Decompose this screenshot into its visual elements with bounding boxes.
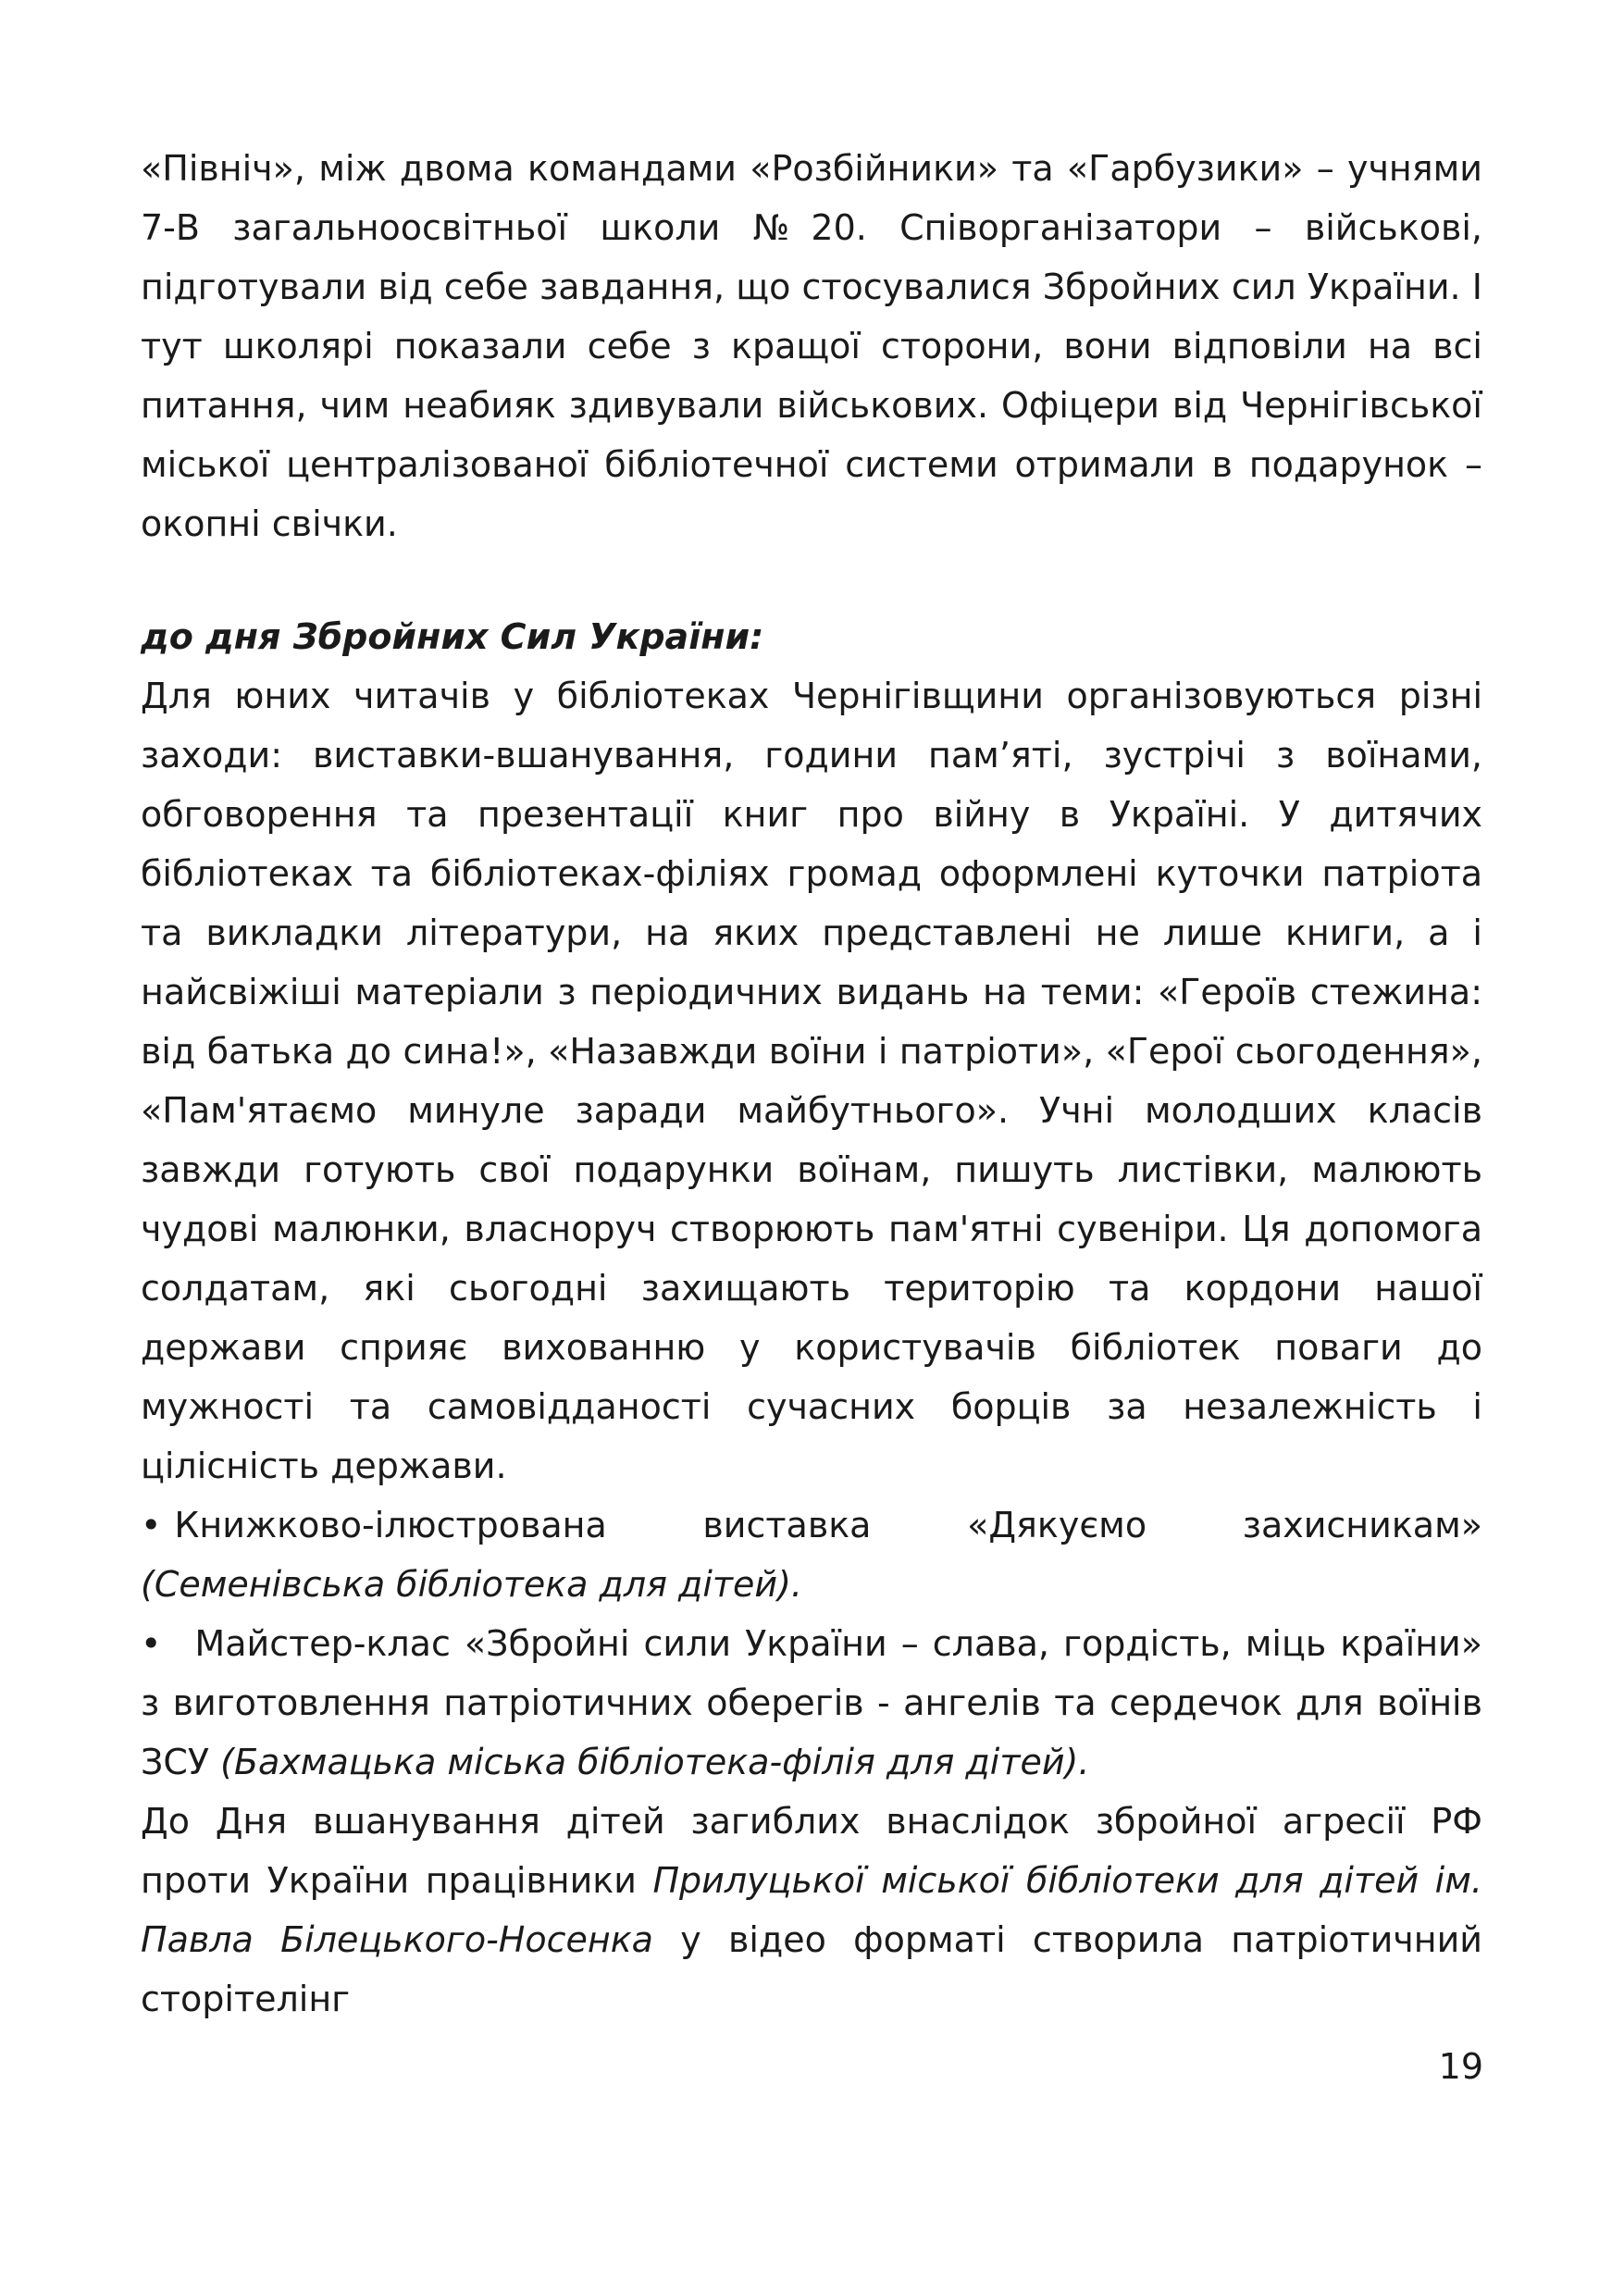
paragraph-storytelling	[141, 1792, 1482, 2029]
document-page	[141, 139, 1482, 2029]
bullet-icon: •	[141, 1623, 162, 1664]
bullet-icon: •	[141, 1505, 162, 1545]
bullet-item-exhibition	[141, 1496, 1482, 1614]
paragraph-text-start: До Дня вшанування дітей загиблих внаслідок збройної агресії РФ проти України працівники	[141, 1801, 1482, 1901]
bullet-source: (Семенівська бібліотека для дітей).	[141, 1564, 802, 1605]
bullet-text: Книжково-ілюстрована виставка «Дякуємо захисникам»	[174, 1505, 1482, 1545]
paragraph-text-end: у відео форматі створила патріотичний сторітелінг	[141, 1919, 1482, 2019]
paragraph-activities: Для юних читачів у бібліотеках Чернігівщини організовуються різні заходи: виставки-вшанування, години пам’яті, зустрічі з воїнами, обговорення та презентації книг про війну в Україні. У дитячих бібліотеках та бібліотеках-філіях громад оформлені куточки патріота та викладки літератури, на яких представлені не лише книги, а і найсвіжіші матеріали з періодичних видань на теми: «Героїв стежина: від батька до сина!», «Назавжди воїни і патріоти», «Герої сьогодення», «Пам'ятаємо минуле заради майбутнього». Учні молодших класів завжди готують свої подарунки воїнам, пишуть листівки, малюють чудові малюнки, власноруч створюють пам'ятні сувеніри. Ця допомога солдатам, які сьогодні захищають територію та кордони нашої держави сприяє вихованню у користувачів бібліотек поваги до мужності та самовідданості сучасних борців за незалежність і цілісність держави.	[141, 676, 1482, 1486]
bullet-item-masterclass	[141, 1614, 1482, 1792]
bullet-source: (Бахмацька міська бібліотека-філія для дітей).	[220, 1742, 1090, 1782]
bullet-text: Майстер-клас «Збройні сили України – слава, гордість, міць країни» з виготовлення патріотичних оберегів - ангелів та сердечок для воїнів ЗСУ	[141, 1623, 1482, 1782]
section-heading: до дня Збройних Сил України:	[141, 616, 764, 657]
library-name: Прилуцької міської бібліотеки для дітей ім. Павла Білецького-Носенка	[141, 1860, 1482, 1960]
paragraph-intro: «Північ», між двома командами «Розбійники» та «Гарбузики» – учнями 7-В загальноосвітньої школи №20. Співорганізатори – військові, підготували від себе завдання, що стосувалися Збройних сил України. І тут школярі показали себе з кращої сторони, вони відповіли на всі питання, чим неабияк здивували військових. Офіцери від Чернігівської міської централізованої бібліотечної системи отримали в подарунок – окопні свічки.	[141, 148, 1482, 544]
page-number: 19	[1438, 2046, 1483, 2087]
